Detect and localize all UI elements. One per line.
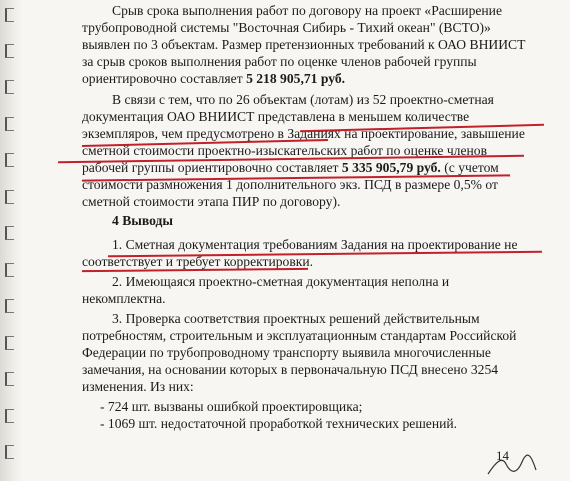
binding-strip — [0, 0, 22, 481]
binding-hole — [5, 336, 14, 350]
conclusion-item-3: 3. Проверка соответствия проектных решений действительным — [112, 311, 480, 326]
paragraph-line: Срыв срока выполнения работ по договору на проект «Расширение — [112, 3, 502, 18]
paragraph-line — [82, 161, 499, 175]
paragraph-line: сметной стоимости этапа ПИР по договору). — [82, 194, 341, 209]
conclusion-item-2: 2. Имеющаяся проектно-сметная документация неполна и — [112, 274, 450, 289]
binding-hole — [5, 409, 14, 423]
binding-hole — [5, 299, 14, 313]
paragraph-text: рабочей группы ориентировочно составляет — [82, 160, 339, 175]
binding-hole — [5, 190, 14, 204]
conclusion-item-3: изменения. Из них: — [82, 379, 194, 394]
conclusion-item-1: 1. Сметная документация требованиям Задания на проектирование не — [112, 237, 518, 252]
conclusion-item-3: потребностям, строительным и эксплуатационным стандартам Российской — [82, 328, 517, 343]
conclusion-item-1: соответствует и требует корректировки. — [82, 254, 314, 269]
paragraph-line — [82, 72, 345, 86]
binding-hole — [5, 372, 14, 386]
binding-hole — [5, 226, 14, 240]
paragraph-text: (с учетом — [444, 160, 499, 175]
paragraph-line: стоимости размножения 1 дополнительного экз. ПСД в размере 0,5% от — [82, 177, 498, 192]
binding-hole — [5, 263, 14, 277]
list-item: - 724 шт. вызваны ошибкой проектировщика; — [100, 399, 363, 414]
paragraph-line: выявлен по 3 объектам. Размер претензионных требований к ОАО ВНИИСТ — [82, 37, 526, 52]
binding-hole — [5, 44, 14, 58]
binding-hole — [5, 80, 14, 94]
paragraph-line: документация ОАО ВНИИСТ представлена в меньшем количестве — [82, 109, 470, 124]
paragraph-line: экземпляров, чем предусмотрено в Заданиях на проектирование, завышение — [82, 126, 525, 141]
paragraph-line: трубопроводной системы "Восточная Сибирь - Тихий океан" (ВСТО)» — [82, 20, 491, 35]
binding-hole — [5, 8, 14, 22]
paragraph-line: за срыв сроков выполнения работ по оценке членов рабочей группы — [82, 54, 477, 69]
binding-hole — [5, 153, 14, 167]
conclusion-item-3: Федерации по трубопроводному транспорту выявила многочисленные — [82, 345, 491, 360]
binding-hole — [5, 117, 14, 131]
signature-mark — [486, 452, 538, 478]
paragraph-text: ориентировочно составляет — [82, 71, 243, 86]
list-item: - 1069 шт. недостаточной проработкой технических решений. — [100, 416, 458, 431]
binding-hole — [5, 445, 14, 459]
page-number: 14 — [496, 448, 509, 463]
conclusion-item-3: замечания, на основании которых в первоначальную ПСД внесено 3254 — [82, 362, 499, 377]
amount-1: 5 218 905,71 руб. — [246, 71, 346, 86]
paragraph-line: сметной стоимости проектно-изыскательских работ по оценке членов — [82, 143, 487, 158]
conclusion-item-2: некомплектна. — [82, 291, 166, 306]
section-heading: 4 Выводы — [112, 213, 174, 228]
amount-2: 5 335 905,79 руб. — [341, 160, 441, 175]
paragraph-line: В связи с тем, что по 26 объектам (лотам) из 52 проектно-сметная — [112, 92, 494, 107]
